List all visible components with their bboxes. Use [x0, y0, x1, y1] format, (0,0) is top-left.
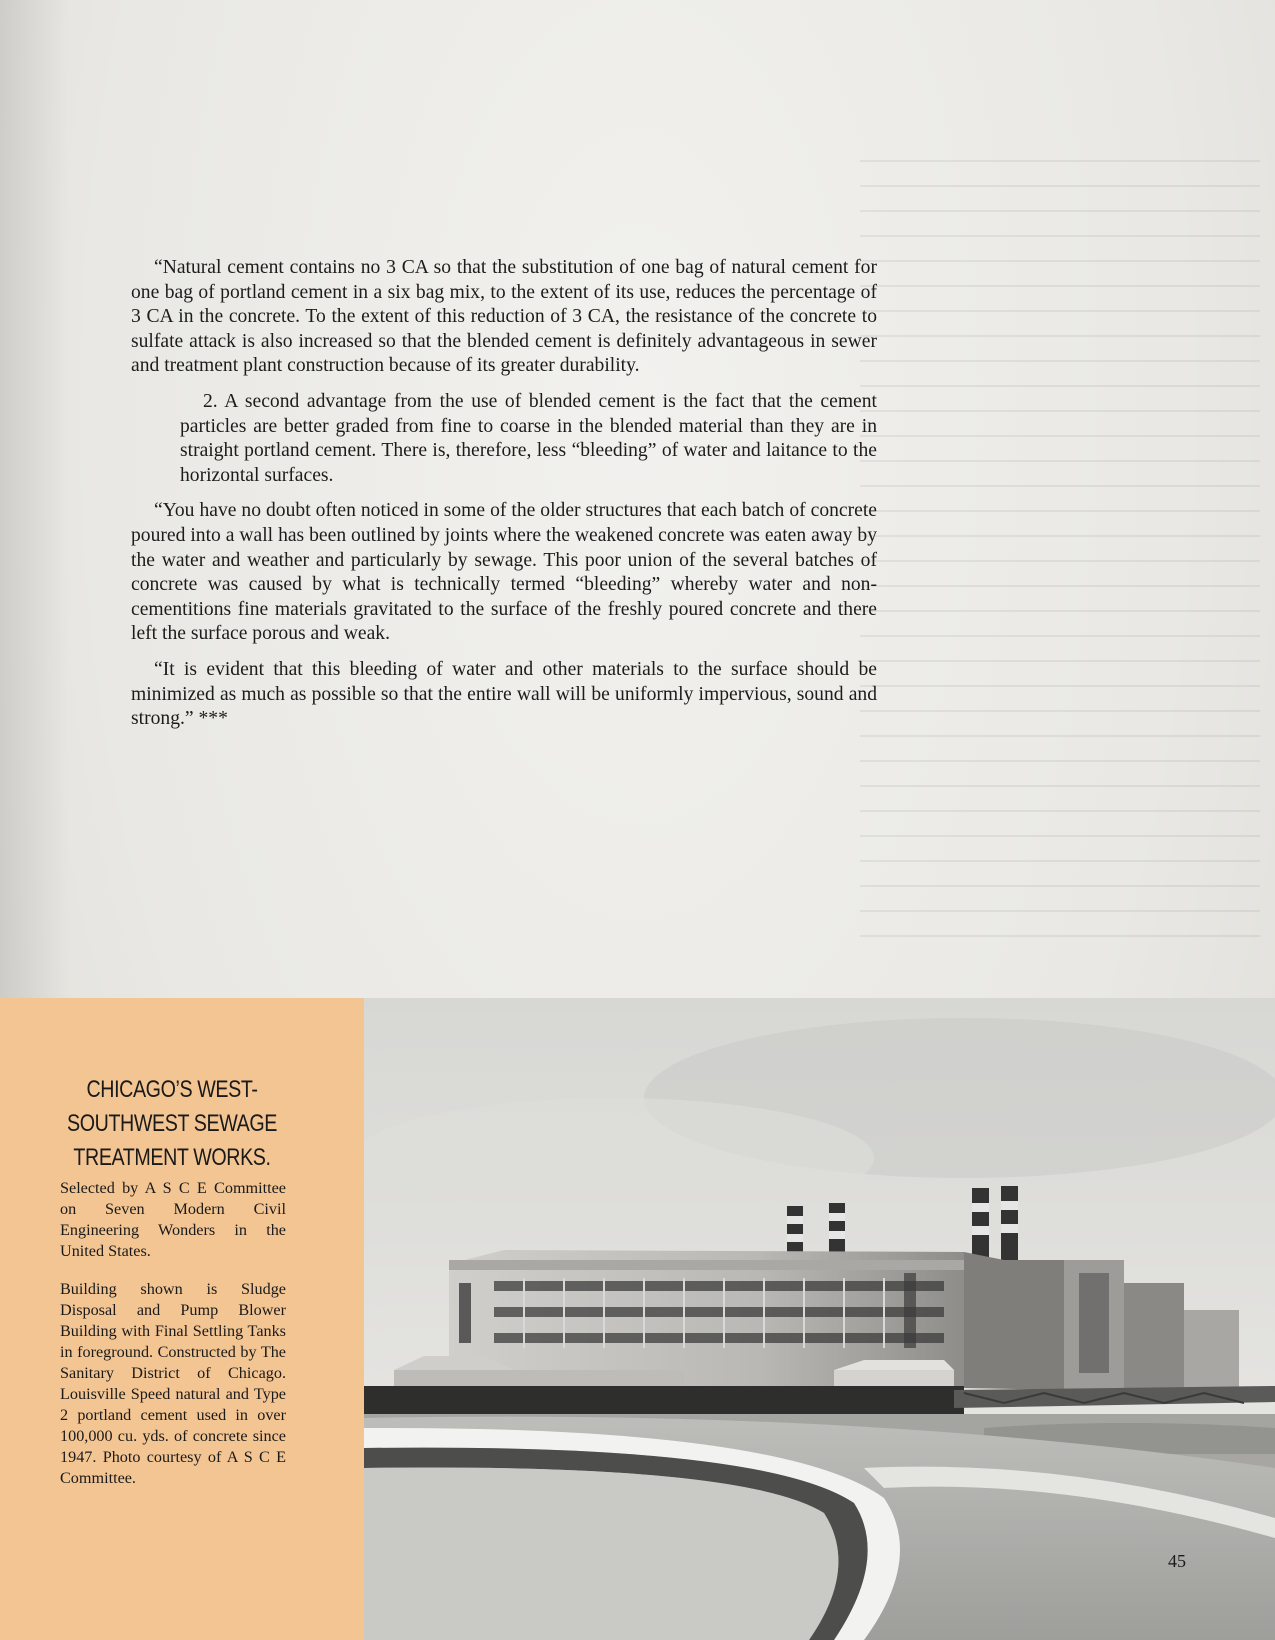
photo-illustration	[364, 998, 1275, 1640]
window-column	[1079, 1273, 1109, 1373]
smokestack-band	[972, 1203, 989, 1212]
body-paragraph: “You have no doubt often noticed in some of the older structures that each batch of concrete poured into a wall has been outlined by joints where the weakened concrete was eaten away by the water and weather and particularly by sewage. This poor union of the several batches of concrete was caused by what is technically termed “bleeding” whereby water and non-cementitions fine materials gravitated to the surface of the freshly poured concrete and there left the surface porous and weak.	[131, 500, 877, 645]
caption-panel	[0, 998, 364, 1640]
show-through-texture	[860, 160, 1260, 960]
tank-water	[364, 1468, 838, 1640]
body-paragraph: “It is evident that this bleeding of water and other materials to the surface should be minimized as much as possible so that the entire wall will be uniformly impervious, sound and strong.” ***	[131, 658, 877, 730]
building-wing	[1124, 1283, 1184, 1389]
building-cornice	[449, 1260, 964, 1270]
treatment-works-photo	[364, 998, 1275, 1640]
window-column	[459, 1283, 471, 1343]
smokestack	[829, 1203, 845, 1255]
page-number: 45	[1168, 1551, 1186, 1571]
building-side	[964, 1252, 1064, 1390]
smokestack-band	[829, 1231, 845, 1239]
caption-paragraph: Selected by A S C E Committee on Seven Modern Civil Engineering Wonders in the United States.	[60, 1179, 286, 1260]
smokestack-band	[787, 1234, 803, 1242]
smokestack-band	[972, 1226, 989, 1235]
building-wing	[1184, 1310, 1239, 1390]
window-column	[904, 1273, 916, 1348]
smokestack-band	[787, 1216, 803, 1224]
caption-body	[60, 1178, 286, 1506]
cloud	[364, 1098, 874, 1218]
window-row	[494, 1307, 944, 1317]
window-row	[494, 1281, 944, 1291]
dark-wall	[364, 1386, 964, 1414]
smokestack-band	[1001, 1201, 1018, 1210]
smokestack-band	[1001, 1224, 1018, 1233]
body-paragraph-numbered: 2. A second advantage from the use of blended cement is the fact that the cement particles are better graded from fine to coarse in the blended material than they are in straight portland cement. There is, therefore, less “bleeding” of water and laitance to the horizontal surfaces.	[180, 390, 877, 486]
smokestack-band	[829, 1213, 845, 1221]
caption-title: CHICAGO’S WEST- SOUTHWEST SEWAGE TREATMENT WORKS.	[67, 1076, 277, 1171]
page-fold-shadow	[0, 0, 70, 1000]
smokestack	[787, 1206, 803, 1256]
smokestack	[972, 1188, 989, 1263]
body-paragraph: “Natural cement contains no 3 CA so that the substitution of one bag of natural cement for one bag of portland cement in a six bag mix, to the extent of its use, reduces the percentage of 3 CA in the concrete. To the extent of this reduction of 3 CA, the resistance of the concrete to sulfate attack is also increased so that the blended cement is definitely advantageous in sewer and treatment plant construction because of its greater durability.	[131, 257, 877, 377]
body-text	[131, 256, 877, 743]
caption-paragraph: Building shown is Sludge Disposal and Pump Blower Building with Final Settling Tanks in foreground. Constructed by The Sanitary District of Chicago. Louisville Speed natural and Type 2 portland cement used in over 100,000 cu. yds. of concrete since 1947. Photo courtesy of A S C E Committee.	[60, 1280, 286, 1487]
window-row	[494, 1333, 944, 1343]
